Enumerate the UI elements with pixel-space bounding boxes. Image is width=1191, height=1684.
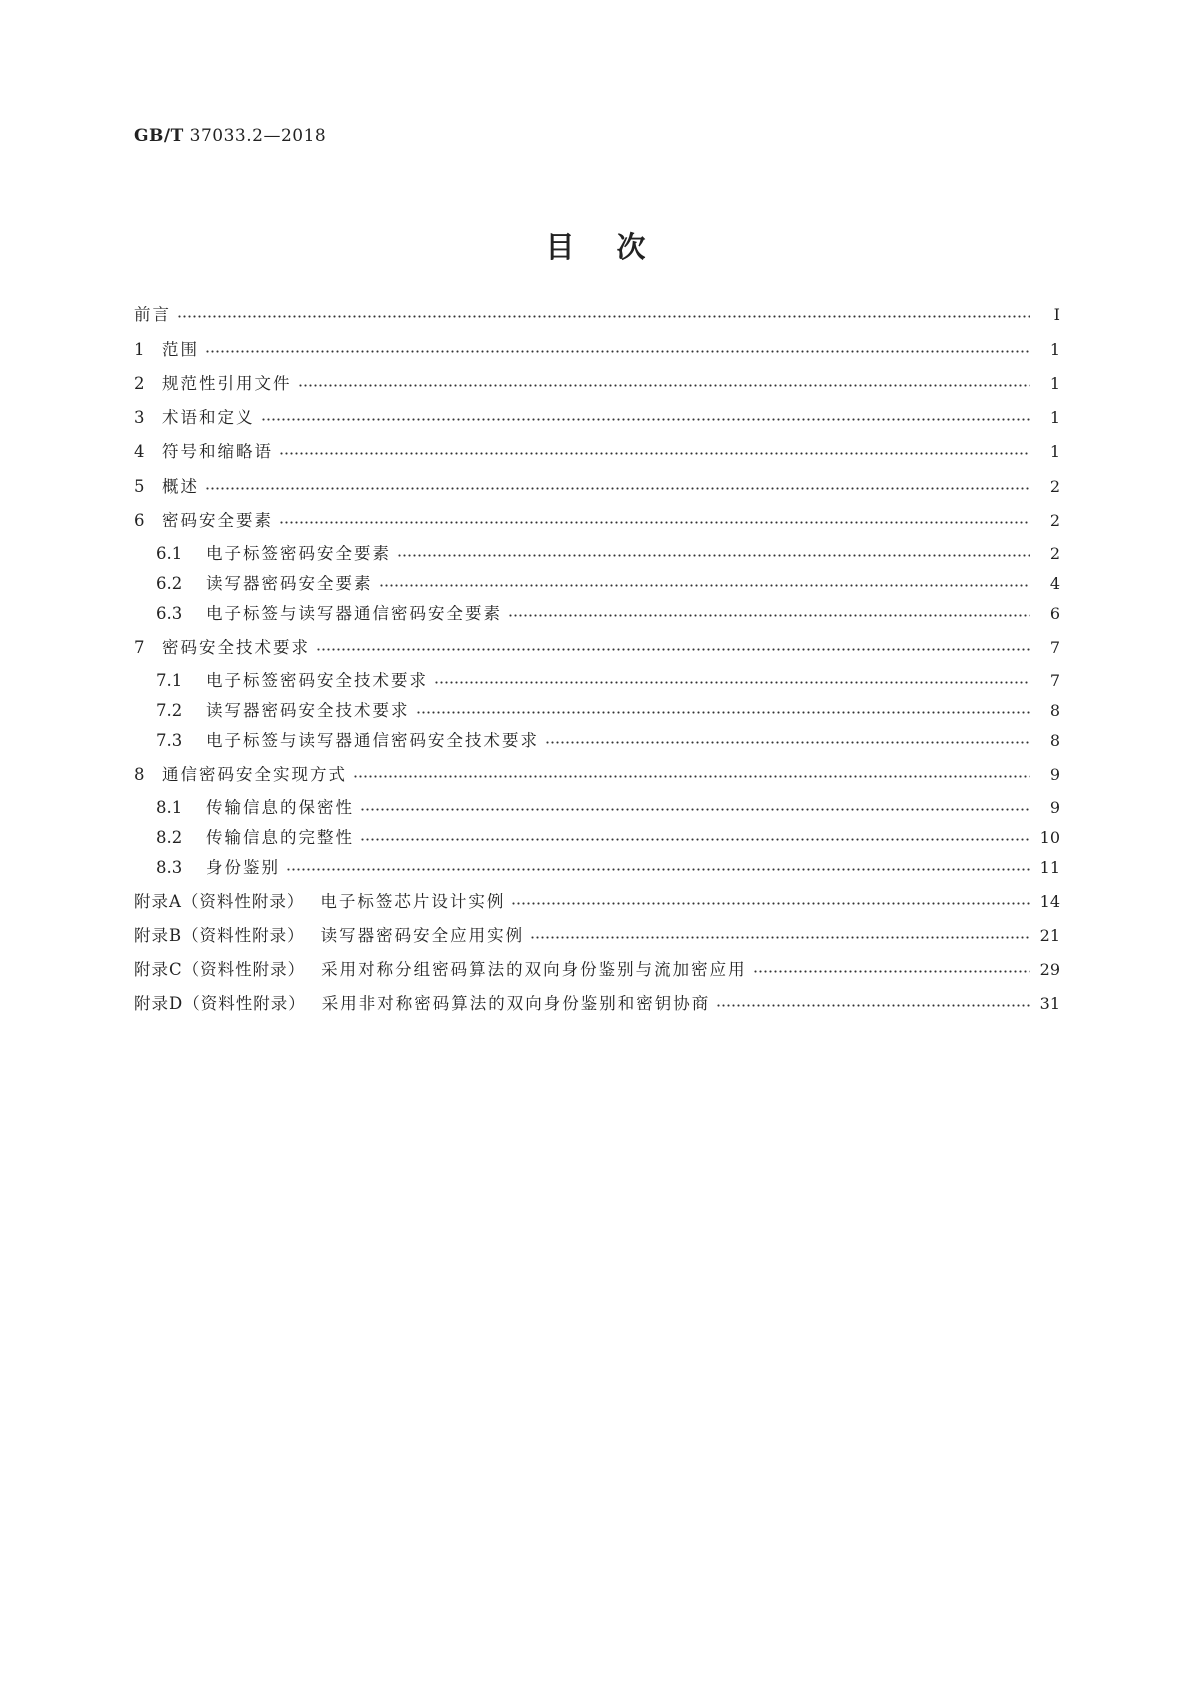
toc-entry-number: 8.3	[156, 858, 183, 877]
toc-entry[interactable]	[134, 474, 1060, 500]
dot-leader	[316, 645, 1030, 653]
toc-entry[interactable]	[156, 795, 1060, 821]
toc-entry-page: 2	[1049, 544, 1060, 563]
toc-entry[interactable]	[134, 371, 1060, 397]
toc-entry-number: 7.2	[156, 701, 183, 720]
standard-number: 37033.2—2018	[189, 126, 327, 146]
toc-entry[interactable]	[134, 889, 1060, 915]
toc-entry[interactable]	[134, 635, 1060, 661]
dot-leader	[286, 865, 1030, 873]
toc-entry-number: 6.2	[156, 574, 183, 593]
toc-entry-label: 密码安全要素	[162, 511, 273, 530]
dot-leader	[434, 678, 1030, 686]
toc-entry-number: 附录A（资料性附录）	[134, 892, 305, 911]
toc-entry[interactable]	[134, 508, 1060, 534]
toc-entry-number: 6	[134, 511, 145, 530]
toc-entry-number: 6.1	[156, 544, 183, 563]
toc-entry[interactable]	[134, 991, 1060, 1017]
dot-leader	[545, 738, 1030, 746]
toc-entry-page: 4	[1049, 574, 1060, 593]
toc-entry-number: 5	[134, 477, 145, 496]
toc-entry[interactable]	[134, 405, 1060, 431]
toc-entry-label: 密码安全技术要求	[162, 638, 310, 657]
toc-entry-number: 7.3	[156, 731, 183, 750]
toc-entry-number: 附录D（资料性附录）	[134, 994, 306, 1013]
dot-leader	[360, 835, 1030, 843]
toc-entry-page: 2	[1049, 511, 1060, 530]
toc-entry-number: 1	[134, 340, 145, 359]
toc-entry-number: 3	[134, 408, 145, 427]
dot-leader	[205, 484, 1030, 492]
dot-leader	[177, 312, 1030, 320]
toc-entry-page: 6	[1049, 604, 1060, 623]
toc-entry-label: 符号和缩略语	[162, 442, 273, 461]
toc-entry-number: 4	[134, 442, 145, 461]
toc-entry-label: 前言	[134, 305, 171, 324]
toc-entry-page: 1	[1049, 442, 1060, 461]
dot-leader	[530, 933, 1030, 941]
toc-entry-page: 7	[1049, 671, 1060, 690]
toc-entry[interactable]	[156, 698, 1060, 724]
toc-entry-number: 8.2	[156, 828, 183, 847]
page-title: 目次	[545, 230, 688, 264]
toc-entry-page: 9	[1049, 765, 1060, 784]
toc-entry-page: 1	[1049, 340, 1060, 359]
dot-leader	[397, 551, 1030, 559]
toc-entry-page: 31	[1039, 994, 1060, 1013]
dot-leader	[360, 805, 1030, 813]
toc-entry[interactable]	[134, 923, 1060, 949]
toc-entry-number: 附录C（资料性附录）	[134, 960, 306, 979]
toc-entry[interactable]	[156, 601, 1060, 627]
standard-prefix: GB/T	[134, 126, 184, 146]
dot-leader	[511, 899, 1030, 907]
toc-entry-label: 采用对称分组密码算法的双向身份鉴别与流加密应用	[321, 960, 747, 979]
toc-entry-label: 通信密码安全实现方式	[162, 765, 347, 784]
toc-entry-page: 21	[1039, 926, 1060, 945]
toc-entry-label: 电子标签与读写器通信密码安全技术要求	[206, 731, 539, 750]
toc-entry-page: 9	[1049, 798, 1060, 817]
toc-entry-number: 8.1	[156, 798, 183, 817]
toc-entry[interactable]	[156, 541, 1060, 567]
dot-leader	[298, 381, 1031, 389]
toc-entry[interactable]	[156, 668, 1060, 694]
toc-entry-page: 11	[1039, 858, 1060, 877]
toc-entry-number: 7	[134, 638, 145, 657]
toc-entry-page: 10	[1039, 828, 1060, 847]
toc-entry[interactable]	[134, 337, 1060, 363]
dot-leader	[753, 967, 1030, 975]
toc-entry-label: 概述	[162, 477, 199, 496]
toc-entry[interactable]	[156, 571, 1060, 597]
toc-entry-label: 电子标签与读写器通信密码安全要素	[206, 604, 502, 623]
toc-entry[interactable]	[134, 957, 1060, 983]
toc-entry-page: 29	[1039, 960, 1060, 979]
toc-entry-number: 6.3	[156, 604, 183, 623]
toc-entry-page: Ⅰ	[1053, 305, 1060, 324]
toc-entry-page: 1	[1049, 374, 1060, 393]
toc-entry-number: 7.1	[156, 671, 183, 690]
toc-entry-label: 读写器密码安全技术要求	[206, 701, 410, 720]
toc-entry-label: 电子标签密码安全要素	[206, 544, 391, 563]
toc-entry-page: 7	[1049, 638, 1060, 657]
toc-entry-label: 术语和定义	[162, 408, 255, 427]
toc-entry-number: 2	[134, 374, 145, 393]
dot-leader	[379, 581, 1031, 589]
toc-entry-label: 范围	[162, 340, 199, 359]
toc-entry-label: 规范性引用文件	[162, 374, 292, 393]
toc-entry-page: 2	[1049, 477, 1060, 496]
toc-entry[interactable]	[156, 825, 1060, 851]
dot-leader	[261, 415, 1031, 423]
toc-entry-page: 1	[1049, 408, 1060, 427]
toc-entry[interactable]	[134, 762, 1060, 788]
toc-entry-page: 8	[1049, 701, 1060, 720]
toc-entry-label: 电子标签密码安全技术要求	[206, 671, 428, 690]
toc-entry-page: 14	[1039, 892, 1060, 911]
toc-entry-number: 附录B（资料性附录）	[134, 926, 305, 945]
toc-entry-label: 采用非对称密码算法的双向身份鉴别和密钥协商	[321, 994, 711, 1013]
dot-leader	[205, 347, 1030, 355]
toc-entry[interactable]	[134, 302, 1060, 328]
toc-entry[interactable]	[156, 855, 1060, 881]
toc-entry-label: 读写器密码安全要素	[206, 574, 373, 593]
toc-entry-page: 8	[1049, 731, 1060, 750]
dot-leader	[353, 772, 1030, 780]
dot-leader	[416, 708, 1031, 716]
toc-entry-label: 传输信息的保密性	[206, 798, 354, 817]
toc-entry[interactable]	[156, 728, 1060, 754]
toc-entry-label: 电子标签芯片设计实例	[320, 892, 506, 911]
dot-leader	[716, 1001, 1030, 1009]
toc-entry[interactable]	[134, 439, 1060, 465]
toc-entry-label: 身份鉴别	[206, 858, 280, 877]
toc-entry-label: 传输信息的完整性	[206, 828, 354, 847]
dot-leader	[508, 611, 1030, 619]
toc-entry-number: 8	[134, 765, 145, 784]
toc-entry-label: 读写器密码安全应用实例	[320, 926, 525, 945]
dot-leader	[279, 449, 1030, 457]
dot-leader	[279, 518, 1030, 526]
